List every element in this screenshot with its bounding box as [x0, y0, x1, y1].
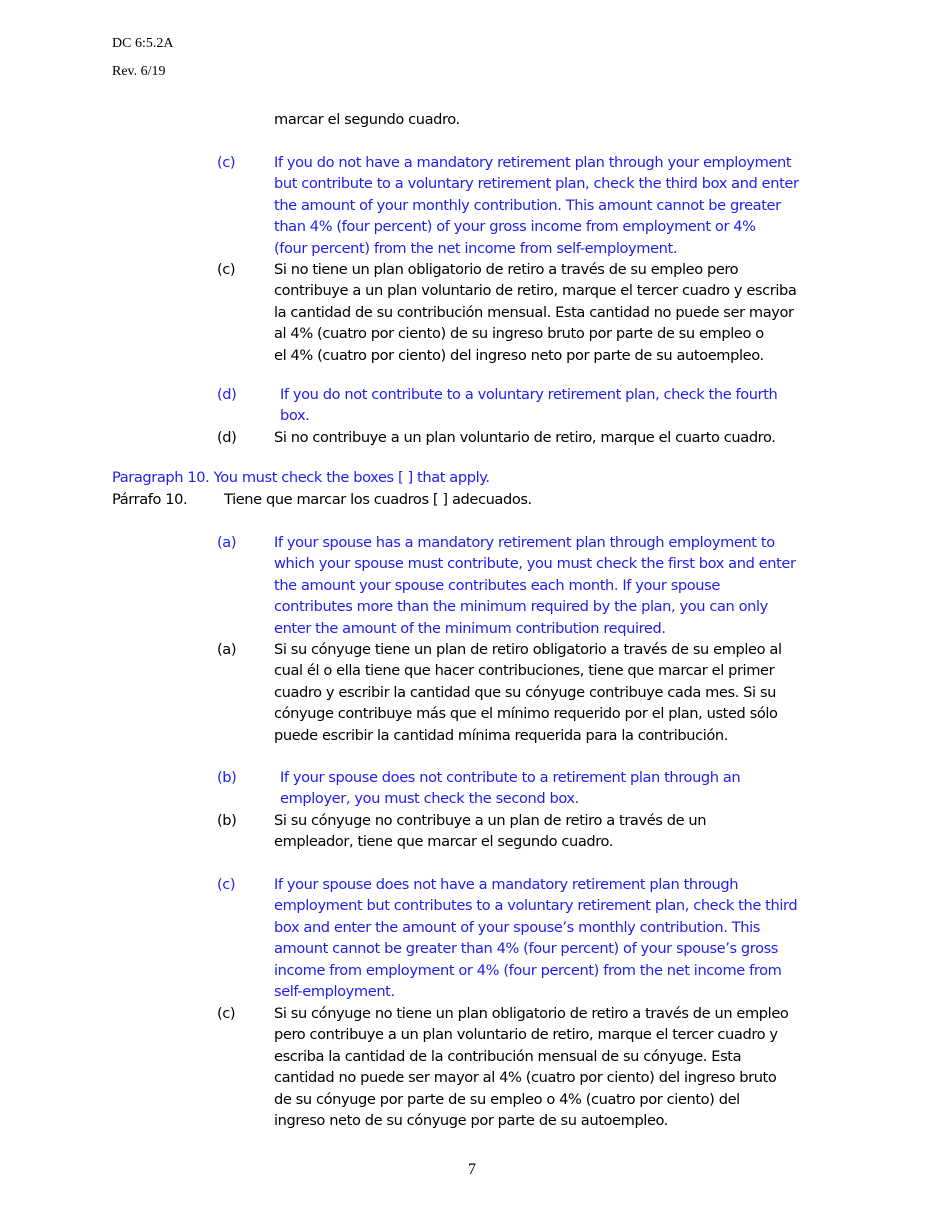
paragraph-10-heading-es-label: Párrafo 10. — [112, 491, 188, 508]
item-label: (c) — [217, 261, 236, 278]
item-text-es: Si su cónyuge no tiene un plan obligatorio de retiro a través de un empleo pero contribuye a un plan voluntario de retiro, marque el tercer cuadro y escriba la cantidad de la contribución mensual de su cónyuge. Esta cantidad no puede ser mayor al 4% (cuatro por ciento) del ingreso bruto de su cónyuge por parte de su empleo o 4% (cuatro por ciento) del ingreso neto de su cónyuge por parte de su autoempleo. — [274, 1005, 789, 1130]
continuation-text: marcar el segundo cuadro. — [274, 111, 460, 128]
item-label: (b) — [217, 812, 237, 829]
item-label: (b) — [217, 769, 237, 786]
item-label: (d) — [217, 429, 237, 446]
item-label: (a) — [217, 641, 237, 658]
paragraph-10-heading-es-text: Tiene que marcar los cuadros [ ] adecuados. — [224, 491, 532, 508]
item-text-en: If your spouse has a mandatory retirement plan through employment to which your spouse must contribute, you must check the first box and enter the amount your spouse contributes each month. If your spouse contributes more than the minimum required by the plan, you can only enter the amount of the minimum contribution required. — [274, 534, 796, 637]
item-label: (c) — [217, 876, 236, 893]
item-label: (d) — [217, 386, 237, 403]
page-number: 7 — [468, 1161, 476, 1178]
item-label: (c) — [217, 1005, 236, 1022]
item-text-en: If your spouse does not have a mandatory retirement plan through employment but contributes to a voluntary retirement plan, check the third box and enter the amount of your spouse’s monthly contribution. This amount cannot be greater than 4% (four percent) of your spouse’s gross income from employment or 4% (four percent) from the net income from self-employment. — [274, 876, 798, 1001]
revision-date: Rev. 6/19 — [112, 64, 166, 79]
item-text-en: If you do not contribute to a voluntary retirement plan, check the fourth box. — [280, 386, 778, 425]
item-text-es: Si su cónyuge no contribuye a un plan de retiro a través de un empleador, tiene que marcar el segundo cuadro. — [274, 812, 707, 851]
item-label: (a) — [217, 534, 237, 551]
paragraph-10-heading-en: Paragraph 10. You must check the boxes [ ] that apply. — [112, 469, 490, 486]
item-label: (c) — [217, 154, 236, 171]
item-text-es: Si su cónyuge tiene un plan de retiro obligatorio a través de su empleo al cual él o ella tiene que hacer contribuciones, tiene que marcar el primer cuadro y escribir la cantidad que su cónyuge contribuye cada mes. Si su cónyuge contribuye más que el mínimo requerido por el plan, usted sólo puede escribir la cantidad mínima requerida para la contribución. — [274, 641, 782, 744]
item-text-en: If you do not have a mandatory retirement plan through your employment but contribute to a voluntary retirement plan, check the third box and enter the amount of your monthly contribution. This amount cannot be greater than 4% (four percent) of your gross income from employment or 4% (four percent) from the net income from self-employment. — [274, 154, 799, 257]
item-text-en: If your spouse does not contribute to a retirement plan through an employer, you must check the second box. — [280, 769, 741, 808]
item-text-es: Si no tiene un plan obligatorio de retiro a través de su empleo pero contribuye a un plan voluntario de retiro, marque el tercer cuadro y escriba la cantidad de su contribución mensual. Esta cantidad no puede ser mayor al 4% (cuatro por ciento) de su ingreso bruto por parte de su empleo o el 4% (cuatro por ciento) del ingreso neto por parte de su autoempleo. — [274, 261, 797, 364]
item-text-es: Si no contribuye a un plan voluntario de retiro, marque el cuarto cuadro. — [274, 429, 776, 446]
form-code: DC 6:5.2A — [112, 36, 174, 51]
